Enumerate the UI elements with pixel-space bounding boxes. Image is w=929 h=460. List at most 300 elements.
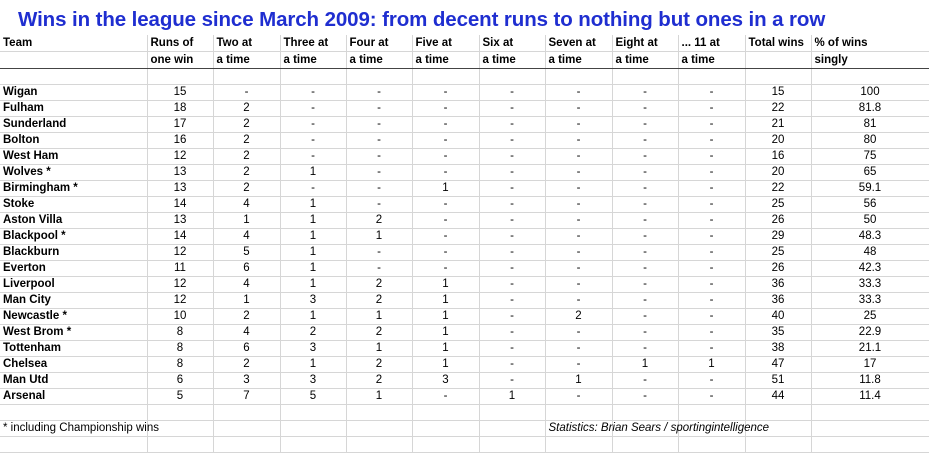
empty-cell (612, 405, 678, 421)
cell-two-at: 2 (213, 309, 280, 325)
table-row (0, 133, 929, 149)
column-header-six-at: a time (479, 52, 545, 69)
team-name: Bolton (0, 133, 147, 149)
team-name: Aston Villa (0, 213, 147, 229)
cell-three-at: 3 (280, 341, 346, 357)
cell-four-at: 2 (346, 325, 412, 341)
team-name: Stoke (0, 197, 147, 213)
cell-four-at: 1 (346, 309, 412, 325)
cell-four-at: 2 (346, 293, 412, 309)
cell-eight-at: - (612, 389, 678, 405)
sheet-title: Wins in the league since March 2009: from decent runs to nothing but ones in a row (18, 8, 826, 31)
cell-total-wins: 22 (745, 101, 811, 117)
team-name: Everton (0, 261, 147, 277)
empty-cell (479, 437, 545, 453)
cell-two-at: 2 (213, 181, 280, 197)
empty-cell (147, 437, 213, 453)
team-name: Wolves * (0, 165, 147, 181)
credit-line: Statistics: Brian Sears / sportingintelligence (545, 421, 612, 437)
team-name: Birmingham * (0, 181, 147, 197)
cell-pct-singly: 33.3 (811, 277, 929, 293)
table-row (0, 213, 929, 229)
empty-cell (0, 437, 147, 453)
cell-three-at: 1 (280, 213, 346, 229)
cell-total-wins: 21 (745, 117, 811, 133)
cell-eleven-at: - (678, 101, 745, 117)
cell-five-at: - (412, 101, 479, 117)
cell-seven-at: 1 (545, 373, 612, 389)
cell-eight-at: - (612, 85, 678, 101)
cell-eleven-at: - (678, 325, 745, 341)
empty-cell (346, 437, 412, 453)
column-header-eleven-at: a time (678, 52, 745, 69)
cell-eleven-at: - (678, 245, 745, 261)
cell-six-at: - (479, 133, 545, 149)
cell-total-wins: 26 (745, 261, 811, 277)
table-row (0, 181, 929, 197)
cell-seven-at: - (545, 325, 612, 341)
cell-seven-at: 2 (545, 309, 612, 325)
cell-six-at: - (479, 197, 545, 213)
table-row (0, 373, 929, 389)
empty-cell (545, 437, 612, 453)
cell-four-at: 1 (346, 389, 412, 405)
column-header-seven-at: a time (545, 52, 612, 69)
cell-two-at: 5 (213, 245, 280, 261)
cell-eight-at: - (612, 277, 678, 293)
cell-runs-of-one: 13 (147, 213, 213, 229)
cell-runs-of-one: 11 (147, 261, 213, 277)
cell-total-wins: 36 (745, 293, 811, 309)
cell-eleven-at: - (678, 293, 745, 309)
team-name: Liverpool (0, 277, 147, 293)
cell-runs-of-one: 5 (147, 389, 213, 405)
cell-eight-at: - (612, 165, 678, 181)
cell-eight-at: - (612, 181, 678, 197)
cell-three-at: 1 (280, 197, 346, 213)
cell-three-at: 1 (280, 261, 346, 277)
cell-total-wins: 20 (745, 165, 811, 181)
cell-pct-singly: 17 (811, 357, 929, 373)
cell-eleven-at: - (678, 133, 745, 149)
cell-four-at: - (346, 149, 412, 165)
column-header-eight-at: Eight at (612, 35, 678, 52)
cell-six-at: - (479, 229, 545, 245)
cell-total-wins: 15 (745, 85, 811, 101)
team-name: Tottenham (0, 341, 147, 357)
empty-cell (412, 437, 479, 453)
cell-six-at: - (479, 309, 545, 325)
cell-six-at: - (479, 85, 545, 101)
cell-six-at: - (479, 181, 545, 197)
cell-runs-of-one: 12 (147, 149, 213, 165)
cell-total-wins: 25 (745, 245, 811, 261)
header-row (0, 52, 929, 69)
cell-seven-at: - (545, 389, 612, 405)
cell-five-at: - (412, 213, 479, 229)
cell-four-at: 1 (346, 229, 412, 245)
cell-seven-at: - (545, 357, 612, 373)
cell-three-at: 5 (280, 389, 346, 405)
cell-runs-of-one: 12 (147, 277, 213, 293)
cell-eleven-at: - (678, 229, 745, 245)
cell-six-at: 1 (479, 389, 545, 405)
cell-eight-at: - (612, 117, 678, 133)
cell-runs-of-one: 8 (147, 325, 213, 341)
column-header-eleven-at: ... 11 at (678, 35, 745, 52)
cell-pct-singly: 100 (811, 85, 929, 101)
cell-five-at: - (412, 165, 479, 181)
cell-runs-of-one: 14 (147, 229, 213, 245)
cell-three-at: - (280, 181, 346, 197)
cell-eight-at: - (612, 373, 678, 389)
team-name: Chelsea (0, 357, 147, 373)
table-row (0, 325, 929, 341)
cell-two-at: 4 (213, 277, 280, 293)
empty-cell (280, 437, 346, 453)
cell-two-at: 2 (213, 101, 280, 117)
cell-two-at: 4 (213, 325, 280, 341)
cell-five-at: - (412, 149, 479, 165)
cell-eight-at: - (612, 309, 678, 325)
column-header-team (0, 52, 147, 69)
cell-seven-at: - (545, 133, 612, 149)
cell-six-at: - (479, 293, 545, 309)
cell-seven-at: - (545, 341, 612, 357)
column-header-pct-singly: singly (811, 52, 929, 69)
cell-five-at: 1 (412, 277, 479, 293)
cell-three-at: 1 (280, 165, 346, 181)
empty-cell (213, 421, 280, 437)
cell-total-wins: 20 (745, 133, 811, 149)
empty-cell (280, 421, 346, 437)
table-row (0, 261, 929, 277)
cell-runs-of-one: 17 (147, 117, 213, 133)
cell-pct-singly: 21.1 (811, 341, 929, 357)
cell-total-wins: 36 (745, 277, 811, 293)
empty-cell (346, 405, 412, 421)
cell-eight-at: - (612, 229, 678, 245)
cell-runs-of-one: 18 (147, 101, 213, 117)
cell-eleven-at: - (678, 261, 745, 277)
column-header-seven-at: Seven at (545, 35, 612, 52)
table-row (0, 101, 929, 117)
cell-pct-singly: 42.3 (811, 261, 929, 277)
empty-cell (479, 69, 545, 85)
empty-cell (0, 69, 147, 85)
cell-eleven-at: - (678, 213, 745, 229)
cell-total-wins: 35 (745, 325, 811, 341)
cell-pct-singly: 33.3 (811, 293, 929, 309)
cell-runs-of-one: 6 (147, 373, 213, 389)
cell-seven-at: - (545, 101, 612, 117)
cell-three-at: 1 (280, 357, 346, 373)
cell-five-at: 3 (412, 373, 479, 389)
table-row (0, 389, 929, 405)
team-name: West Ham (0, 149, 147, 165)
cell-total-wins: 44 (745, 389, 811, 405)
table-row (0, 165, 929, 181)
cell-eight-at: - (612, 293, 678, 309)
cell-four-at: 2 (346, 373, 412, 389)
cell-runs-of-one: 15 (147, 85, 213, 101)
column-header-two-at: Two at (213, 35, 280, 52)
cell-runs-of-one: 12 (147, 245, 213, 261)
cell-eleven-at: - (678, 277, 745, 293)
cell-three-at: 3 (280, 373, 346, 389)
cell-pct-singly: 81 (811, 117, 929, 133)
cell-three-at: - (280, 133, 346, 149)
column-header-total-wins: Total wins (745, 35, 811, 52)
spacer-row (0, 69, 929, 85)
cell-pct-singly: 56 (811, 197, 929, 213)
column-header-five-at: a time (412, 52, 479, 69)
empty-cell (147, 69, 213, 85)
cell-two-at: 2 (213, 165, 280, 181)
team-name: Blackburn (0, 245, 147, 261)
cell-eight-at: - (612, 133, 678, 149)
cell-four-at: - (346, 117, 412, 133)
cell-two-at: 6 (213, 341, 280, 357)
cell-two-at: 4 (213, 197, 280, 213)
cell-five-at: - (412, 245, 479, 261)
empty-cell (346, 421, 412, 437)
cell-eleven-at: - (678, 117, 745, 133)
cell-four-at: 1 (346, 341, 412, 357)
cell-eleven-at: - (678, 149, 745, 165)
empty-cell (213, 437, 280, 453)
cell-runs-of-one: 13 (147, 181, 213, 197)
cell-pct-singly: 59.1 (811, 181, 929, 197)
cell-seven-at: - (545, 149, 612, 165)
empty-cell (0, 405, 147, 421)
cell-runs-of-one: 14 (147, 197, 213, 213)
cell-five-at: - (412, 389, 479, 405)
cell-two-at: 3 (213, 373, 280, 389)
header-row (0, 35, 929, 52)
cell-pct-singly: 48 (811, 245, 929, 261)
team-name: Arsenal (0, 389, 147, 405)
cell-total-wins: 25 (745, 197, 811, 213)
cell-two-at: 2 (213, 117, 280, 133)
cell-four-at: - (346, 101, 412, 117)
cell-pct-singly: 75 (811, 149, 929, 165)
cell-seven-at: - (545, 293, 612, 309)
cell-pct-singly: 81.8 (811, 101, 929, 117)
empty-cell (745, 405, 811, 421)
column-header-pct-singly: % of wins (811, 35, 929, 52)
table-row (0, 341, 929, 357)
empty-cell (678, 405, 745, 421)
cell-five-at: - (412, 117, 479, 133)
cell-six-at: - (479, 245, 545, 261)
cell-seven-at: - (545, 277, 612, 293)
empty-cell (412, 421, 479, 437)
cell-six-at: - (479, 149, 545, 165)
table-row (0, 293, 929, 309)
cell-three-at: - (280, 85, 346, 101)
cell-pct-singly: 22.9 (811, 325, 929, 341)
cell-runs-of-one: 8 (147, 341, 213, 357)
spacer-row (0, 437, 929, 453)
empty-cell (147, 405, 213, 421)
empty-cell (412, 69, 479, 85)
cell-six-at: - (479, 117, 545, 133)
cell-five-at: 1 (412, 181, 479, 197)
cell-two-at: 2 (213, 149, 280, 165)
cell-two-at: 1 (213, 293, 280, 309)
empty-cell (280, 405, 346, 421)
cell-six-at: - (479, 277, 545, 293)
cell-seven-at: - (545, 213, 612, 229)
empty-cell (412, 405, 479, 421)
cell-runs-of-one: 13 (147, 165, 213, 181)
cell-three-at: 3 (280, 293, 346, 309)
cell-eight-at: - (612, 197, 678, 213)
cell-six-at: - (479, 261, 545, 277)
cell-three-at: - (280, 117, 346, 133)
cell-total-wins: 47 (745, 357, 811, 373)
cell-pct-singly: 11.4 (811, 389, 929, 405)
team-name: Newcastle * (0, 309, 147, 325)
table-row (0, 357, 929, 373)
cell-six-at: - (479, 341, 545, 357)
cell-five-at: 1 (412, 357, 479, 373)
cell-four-at: - (346, 261, 412, 277)
cell-eleven-at: - (678, 181, 745, 197)
cell-six-at: - (479, 325, 545, 341)
cell-three-at: 1 (280, 245, 346, 261)
cell-pct-singly: 80 (811, 133, 929, 149)
cell-four-at: - (346, 85, 412, 101)
table-row (0, 149, 929, 165)
column-header-three-at: Three at (280, 35, 346, 52)
cell-six-at: - (479, 165, 545, 181)
empty-cell (612, 437, 678, 453)
column-header-total-wins (745, 52, 811, 69)
cell-six-at: - (479, 101, 545, 117)
team-name: Blackpool * (0, 229, 147, 245)
cell-four-at: - (346, 181, 412, 197)
cell-seven-at: - (545, 181, 612, 197)
spacer-row (0, 405, 929, 421)
cell-runs-of-one: 16 (147, 133, 213, 149)
column-header-eight-at: a time (612, 52, 678, 69)
cell-total-wins: 40 (745, 309, 811, 325)
column-header-runs-of-one: one win (147, 52, 213, 69)
cell-five-at: 1 (412, 341, 479, 357)
column-header-four-at: Four at (346, 35, 412, 52)
team-name: Man Utd (0, 373, 147, 389)
empty-cell (612, 69, 678, 85)
cell-eleven-at: - (678, 197, 745, 213)
cell-seven-at: - (545, 197, 612, 213)
cell-two-at: 6 (213, 261, 280, 277)
team-name: Wigan (0, 85, 147, 101)
cell-eleven-at: - (678, 389, 745, 405)
wins-table (0, 35, 929, 453)
empty-cell (811, 421, 929, 437)
empty-cell (213, 405, 280, 421)
cell-five-at: - (412, 85, 479, 101)
team-name: West Brom * (0, 325, 147, 341)
cell-four-at: 2 (346, 277, 412, 293)
cell-five-at: - (412, 261, 479, 277)
footer-row (0, 421, 929, 437)
cell-five-at: 1 (412, 293, 479, 309)
cell-total-wins: 38 (745, 341, 811, 357)
empty-cell (811, 437, 929, 453)
empty-cell (745, 69, 811, 85)
cell-eight-at: - (612, 261, 678, 277)
cell-three-at: 1 (280, 277, 346, 293)
cell-four-at: - (346, 165, 412, 181)
cell-two-at: 4 (213, 229, 280, 245)
empty-cell (811, 405, 929, 421)
cell-three-at: - (280, 101, 346, 117)
cell-two-at: 2 (213, 133, 280, 149)
cell-four-at: 2 (346, 213, 412, 229)
cell-five-at: - (412, 229, 479, 245)
cell-pct-singly: 11.8 (811, 373, 929, 389)
cell-eleven-at: - (678, 165, 745, 181)
empty-cell (745, 437, 811, 453)
cell-pct-singly: 50 (811, 213, 929, 229)
table-row (0, 197, 929, 213)
empty-cell (479, 421, 545, 437)
cell-runs-of-one: 12 (147, 293, 213, 309)
cell-pct-singly: 48.3 (811, 229, 929, 245)
cell-runs-of-one: 8 (147, 357, 213, 373)
empty-cell (678, 69, 745, 85)
column-header-six-at: Six at (479, 35, 545, 52)
cell-eight-at: - (612, 245, 678, 261)
cell-eight-at: - (612, 101, 678, 117)
cell-four-at: - (346, 197, 412, 213)
cell-seven-at: - (545, 245, 612, 261)
cell-four-at: - (346, 133, 412, 149)
team-name: Sunderland (0, 117, 147, 133)
cell-runs-of-one: 10 (147, 309, 213, 325)
column-header-four-at: a time (346, 52, 412, 69)
cell-total-wins: 22 (745, 181, 811, 197)
cell-two-at: 1 (213, 213, 280, 229)
cell-six-at: - (479, 357, 545, 373)
team-name: Man City (0, 293, 147, 309)
column-header-team: Team (0, 35, 147, 52)
cell-two-at: - (213, 85, 280, 101)
empty-cell (213, 69, 280, 85)
table-row (0, 85, 929, 101)
cell-seven-at: - (545, 229, 612, 245)
cell-total-wins: 51 (745, 373, 811, 389)
column-header-two-at: a time (213, 52, 280, 69)
cell-pct-singly: 65 (811, 165, 929, 181)
cell-seven-at: - (545, 165, 612, 181)
cell-five-at: - (412, 133, 479, 149)
cell-total-wins: 29 (745, 229, 811, 245)
cell-eight-at: - (612, 213, 678, 229)
cell-six-at: - (479, 373, 545, 389)
cell-pct-singly: 25 (811, 309, 929, 325)
empty-cell (678, 437, 745, 453)
table-row (0, 245, 929, 261)
cell-eight-at: 1 (612, 357, 678, 373)
footnote: * including Championship wins (0, 421, 147, 437)
cell-seven-at: - (545, 117, 612, 133)
cell-eight-at: - (612, 149, 678, 165)
cell-eleven-at: - (678, 341, 745, 357)
